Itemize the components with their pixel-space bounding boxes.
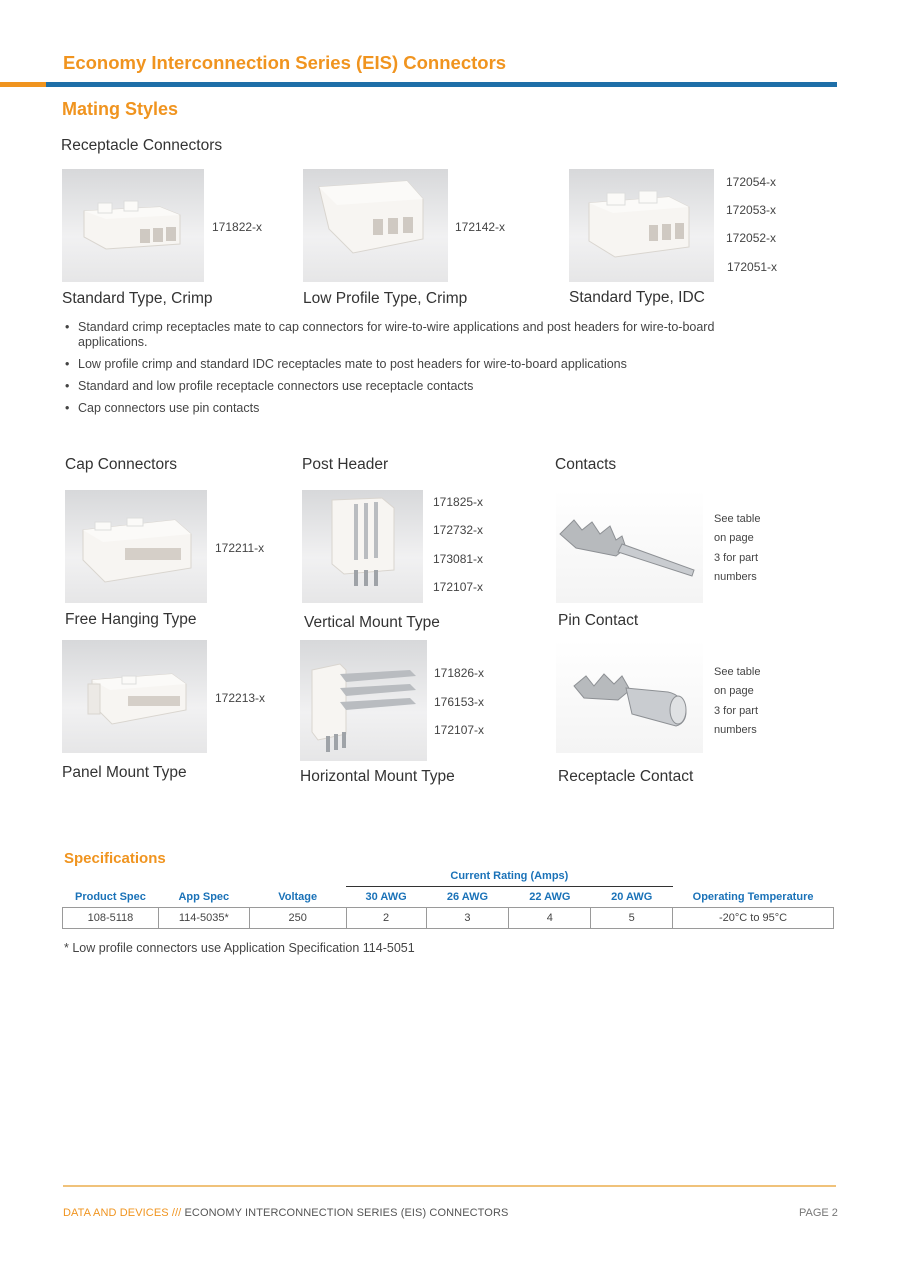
page-number: PAGE 2 [799, 1207, 838, 1219]
low-profile-crimp-caption: Low Profile Type, Crimp [303, 290, 468, 307]
part-number: 172052-x [726, 231, 777, 245]
list-item: • Cap connectors use pin contacts [62, 401, 782, 416]
footer-rule [63, 1185, 836, 1187]
table-cell: -20°C to 95°C [673, 908, 834, 929]
column-header: 20 AWG [611, 891, 653, 903]
list-item: • Low profile crimp and standard IDC receptacles mate to post headers for wire-to-board applications [62, 357, 782, 372]
part-number: 172051-x [727, 260, 778, 274]
specifications-heading: Specifications [64, 850, 166, 867]
part-number: 171822-x [212, 220, 263, 234]
table-cell: 4 [509, 908, 591, 929]
footer-section: DATA AND DEVICES /// [63, 1207, 182, 1219]
standard-crimp-caption: Standard Type, Crimp [62, 290, 213, 307]
pin-contact-caption: Pin Contact [558, 612, 639, 629]
receptacle-contact-image [556, 640, 703, 753]
low-profile-crimp-receptacle-image [303, 169, 448, 282]
part-number: 171825-x [433, 495, 484, 509]
column-header: 22 AWG [529, 891, 571, 903]
part-number: 172142-x [455, 220, 506, 234]
free-hanging-cap-image [65, 490, 207, 603]
part-number: 171826-x [434, 666, 485, 680]
post-header-heading: Post Header [302, 456, 389, 473]
column-header: Operating Temperature [692, 890, 814, 903]
standard-idc-receptacle-image [569, 169, 714, 282]
cap-connectors-heading: Cap Connectors [65, 456, 178, 473]
vertical-post-header-image [302, 490, 423, 603]
column-header: 30 AWG [365, 891, 407, 903]
pin-contact-note: See table on page 3 for part numbers [714, 513, 761, 583]
free-hanging-caption: Free Hanging Type [65, 611, 197, 628]
part-number: 172053-x [726, 203, 777, 217]
part-number: 172054-x [726, 175, 777, 189]
standard-idc-caption: Standard Type, IDC [569, 289, 705, 306]
list-item: • Standard crimp receptacles mate to cap connectors for wire-to-wire applications and post headers for wire-to-board applications. [62, 320, 782, 349]
panel-mount-caption: Panel Mount Type [62, 764, 187, 781]
column-header: App Spec [178, 890, 230, 903]
specifications-table [62, 866, 834, 929]
panel-mount-cap-image [62, 640, 207, 753]
pin-contact-image [556, 490, 703, 603]
part-number: 172211-x [215, 541, 265, 555]
part-number: 172213-x [215, 691, 266, 705]
document-title: Economy Interconnection Series (EIS) Connectors [63, 52, 507, 73]
table-cell: 2 [346, 908, 426, 929]
vertical-mount-caption: Vertical Mount Type [304, 614, 440, 631]
mating-styles-heading: Mating Styles [62, 99, 179, 119]
part-number: 172107-x [434, 723, 485, 737]
current-rating-header: Current Rating (Amps) [346, 866, 673, 887]
horizontal-post-header-image [300, 640, 427, 761]
standard-crimp-receptacle-image [62, 169, 204, 282]
column-header: Product Spec [74, 890, 146, 903]
column-header: Voltage [278, 890, 318, 903]
horizontal-mount-caption: Horizontal Mount Type [300, 768, 455, 785]
table-row [63, 908, 834, 929]
receptacle-contact-caption: Receptacle Contact [558, 768, 694, 785]
receptacle-contact-note: See table on page 3 for part numbers [714, 666, 761, 736]
table-cell: 114-5035* [158, 908, 249, 929]
table-header-row [63, 887, 834, 908]
column-header: 26 AWG [446, 891, 489, 903]
mating-notes-list [62, 320, 782, 423]
contacts-heading: Contacts [555, 456, 617, 473]
header-rule-blue [46, 82, 837, 87]
table-header-group-row [63, 866, 834, 887]
footer-text [63, 1207, 508, 1219]
part-number: 176153-x [434, 695, 485, 709]
table-cell: 5 [591, 908, 673, 929]
spec-footnote: * Low profile connectors use Application Specification 114-5051 [64, 941, 415, 955]
table-cell: 108-5118 [63, 908, 159, 929]
table-cell: 3 [426, 908, 509, 929]
table-cell: 250 [249, 908, 346, 929]
part-number: 173081-x [433, 552, 484, 566]
list-item: • Standard and low profile receptacle connectors use receptacle contacts [62, 379, 782, 394]
header-rule-orange [0, 82, 46, 87]
receptacle-heading: Receptacle Connectors [61, 137, 223, 154]
footer-title: ECONOMY INTERCONNECTION SERIES (EIS) CONNECTORS [184, 1207, 509, 1219]
part-number: 172107-x [433, 580, 484, 594]
part-number: 172732-x [433, 523, 484, 537]
